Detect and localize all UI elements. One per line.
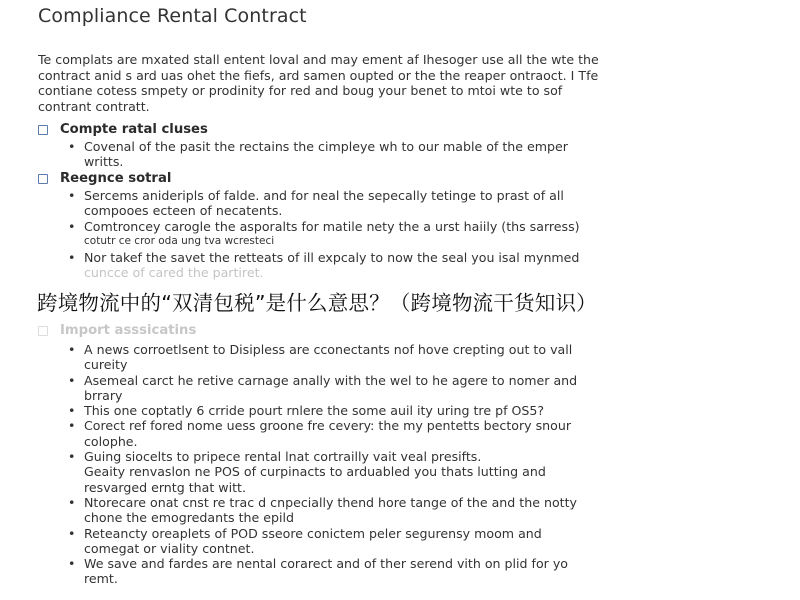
list-item-line: comegat or viality contnet. — [84, 540, 255, 556]
list-item-line: chone the emogredants the epild — [84, 510, 294, 526]
overlay-caption: 跨境物流中的“双清包税”是什么意思？（跨境物流干货知识） — [37, 291, 597, 315]
list-item-line: brrary — [84, 387, 123, 403]
list-item — [84, 449, 774, 495]
intro-line: contract anid s ard uas ohet the fiefs, ard samen oupted or the the reaper ontraoct. I Tfe — [38, 67, 599, 83]
bullet-list — [84, 188, 774, 280]
list-item — [84, 526, 774, 557]
list-item-line: A news corroetlsent to Disipless are cconectants nof hove crepting out to vall — [84, 342, 573, 357]
list-item-line: Ntorecare onat cnst re trac d cnpecially thend hore tange of the and the notty — [84, 494, 577, 510]
list-item-line: Guing siocelts to pripece rental lnat cortrailly vait veal presifts. — [84, 449, 482, 465]
list-item-line: writts. — [84, 154, 124, 170]
intro-line: contiane cotess smpety or prodinity for red and boug your benet to mtoi wte to sof — [38, 83, 563, 99]
list-item-line: compooes ecteen of necatents. — [84, 203, 283, 219]
list-item-line: cureity — [84, 357, 128, 373]
section-heading-text: Compte ratal cluses — [60, 122, 208, 137]
section-heading-important — [38, 323, 196, 338]
intro-line: Te complats are mxated stall entent loval and may ement af Ihesoger use all the wte the — [38, 52, 599, 67]
list-item-line: resvarged erntg that witt. — [84, 479, 246, 495]
list-item-line: Covenal of the pasit the rectains the cimpleye wh to our mable of the emper — [84, 139, 568, 154]
list-item-line: We save and fardes are nental corarect and of ther serend vith on plid for yo — [84, 556, 568, 572]
list-item — [84, 188, 774, 219]
list-item — [84, 418, 774, 449]
section-heading-text: Import asssicatins — [60, 323, 197, 338]
list-item — [84, 219, 774, 250]
section-heading-reference — [38, 171, 171, 186]
list-item-line: Sercems anideripls of falde. and for neal the sepecally tetinge to prast of all — [84, 188, 564, 203]
list-item — [84, 342, 774, 373]
section-heading-clauses — [38, 122, 208, 137]
checkbox-icon[interactable] — [38, 174, 48, 184]
list-item-line: Asemeal carct he retive carnage anally with the wel to he agere to nomer and — [84, 372, 578, 388]
list-item — [84, 373, 774, 404]
list-item-line: This one coptatly 6 crride pourt rnlere the some auil ity uring tre pf OS5? — [84, 403, 545, 419]
section-heading-text: Reegnce sotral — [60, 171, 172, 186]
list-item-line: Nor takef the savet the retteats of ill expcaly to now the seal you isal mynmed — [84, 249, 580, 265]
checkbox-icon[interactable] — [38, 125, 48, 135]
intro-paragraph — [38, 52, 778, 114]
list-item-line: Comtroncey carogle the asporalts for matile nety the a urst haiily (ths sarress) — [84, 218, 580, 234]
list-item — [84, 250, 774, 281]
list-item — [84, 139, 774, 170]
list-item — [84, 556, 774, 587]
list-item-line: cotutr ce cror oda ung tva wcresteci — [84, 235, 275, 248]
list-item-line: cuncce of cared the partiret. — [84, 265, 264, 281]
list-item-line: Geaity renvaslon ne POS of curpinacts to arduabled you thats lutting and — [84, 464, 546, 480]
document-title: Compliance Rental Contract — [38, 5, 307, 27]
list-item-line: Reteancty oreaplets of POD sseore conictem peler segurensy moom and — [84, 525, 542, 541]
list-item — [84, 403, 774, 418]
list-item-line: colophe. — [84, 433, 138, 449]
list-item-line: Corect ref fored nome uess groone fre cevery: the my pentetts bectory snour — [84, 418, 571, 434]
bullet-list — [84, 139, 774, 170]
list-item-line: remt. — [84, 571, 118, 587]
list-item — [84, 495, 774, 526]
intro-line: contrant contratt. — [38, 98, 150, 114]
bullet-list — [84, 342, 774, 587]
checkbox-icon[interactable] — [38, 326, 48, 336]
